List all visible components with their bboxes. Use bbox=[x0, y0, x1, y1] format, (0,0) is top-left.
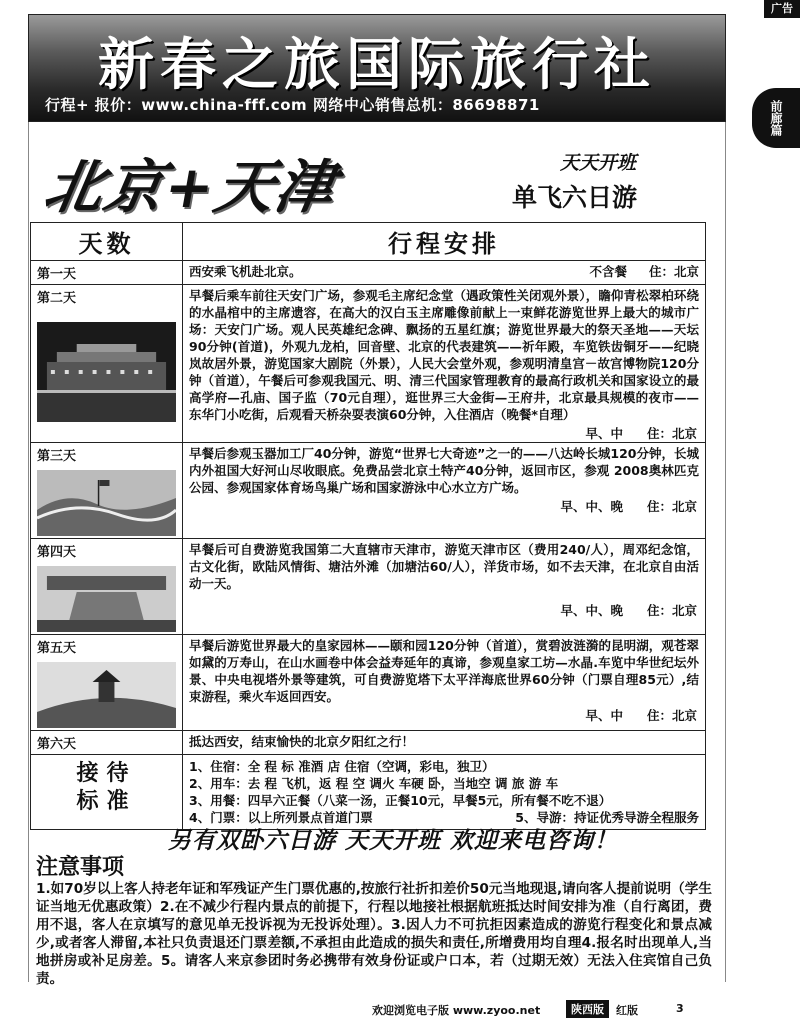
table-row bbox=[31, 539, 706, 635]
day-label: 第五天 bbox=[37, 641, 77, 656]
header-banner bbox=[28, 14, 726, 122]
meal-info: 早、中 bbox=[585, 426, 623, 441]
standard-guide: 5、导游：持证优秀导游全程服务 bbox=[515, 810, 699, 825]
day-desc: 早餐后可自费游览我国第二大直辖市天津市，游览天津市区（费用240/人），周邓纪念馆，古文化街，欧陆风情街、塘沽外滩（加塘沽60/人），洋货市场，如不去天津，在北京自由活动一天。 bbox=[189, 542, 699, 591]
standards-label: 接待标准 bbox=[76, 760, 137, 814]
stay-info: 住：北京 bbox=[646, 499, 697, 514]
standard-item bbox=[183, 792, 705, 809]
footer-region: 陕西版 bbox=[566, 1000, 609, 1018]
day-meta bbox=[183, 425, 705, 442]
standard-text: 4、门票：以上所列景点首道门票 bbox=[189, 810, 373, 825]
tiananmen-night-photo bbox=[37, 322, 176, 422]
day-desc: 早餐后游览世界最大的皇家园林——颐和园120分钟（首道），赏碧波涟漪的昆明湖，观苍翠如黛的万寿山，在山水画卷中体会益寿延年的真谛，参观皇家工坊—水晶.车览中华世纪坛外景、中央电视塔外景等建筑，可自费游览塔下太平洋海底世界60分钟（门票自理85元）,结束游程，乘火车返回西安。 bbox=[189, 638, 699, 704]
standard-item bbox=[183, 758, 705, 775]
day-desc: 抵达西安，结束愉快的北京夕阳红之行！ bbox=[189, 734, 415, 749]
col-header-plan: 行程安排 bbox=[183, 223, 706, 261]
daily-departure: 天天开班 bbox=[560, 152, 637, 174]
table-row bbox=[31, 261, 706, 285]
table-row bbox=[31, 443, 706, 539]
standard-text: 1、住宿：全 程 标 准酒 店 住宿（空调，彩电，独卫） bbox=[189, 759, 495, 774]
day-label: 第一天 bbox=[37, 267, 77, 282]
meal-info: 早、中、晚 bbox=[560, 499, 623, 514]
meal-info: 不含餐 bbox=[589, 264, 627, 279]
great-wall-photo bbox=[37, 470, 176, 536]
stay-info: 住：北京 bbox=[648, 264, 699, 279]
col-header-days: 天数 bbox=[31, 223, 183, 261]
day-meta bbox=[183, 498, 705, 515]
day-desc bbox=[183, 261, 705, 282]
day-label: 第四天 bbox=[37, 545, 77, 560]
agency-name: 新春之旅国际旅行社 bbox=[98, 33, 656, 98]
table-row-standards bbox=[31, 755, 706, 830]
day-desc-text: 西安乘飞机赴北京。 bbox=[189, 264, 302, 279]
table-header bbox=[31, 223, 706, 261]
table-row bbox=[31, 635, 706, 731]
meal-info: 早、中 bbox=[585, 708, 623, 723]
footer-site: 欢迎浏览电子版 www.zyoo.net bbox=[372, 1004, 541, 1017]
contact-line: 行程+ 报价：www.china-fff.com 网络中心销售总机：86698871 bbox=[45, 96, 540, 114]
footer-edition: 红版 bbox=[616, 1004, 638, 1017]
stay-info: 住：北京 bbox=[646, 708, 697, 723]
ad-tag: 广告 bbox=[764, 0, 800, 18]
page-number: 3 bbox=[676, 1002, 684, 1015]
promo-line: 另有双卧六日游 天天开班 欢迎来电咨询！ bbox=[168, 828, 619, 854]
notes-title: 注意事项 bbox=[36, 855, 125, 880]
day-label: 第二天 bbox=[37, 291, 77, 306]
summer-palace-photo bbox=[37, 662, 176, 728]
meal-info: 早、中、晚 bbox=[560, 603, 623, 618]
tianjin-monument-photo bbox=[37, 566, 176, 632]
stay-info: 住：北京 bbox=[646, 426, 697, 441]
section-tab: 前廊篇 bbox=[752, 88, 800, 148]
day-meta bbox=[183, 594, 705, 619]
day-desc: 早餐后参观玉器加工厂40分钟，游览“世界七大奇迹”之一的——八达岭长城120分钟，长城内外祖国大好河山尽收眼底。免费品尝北京土特产40分钟，返回市区，参观 2008奥林匹克公园、参观国家体育场鸟巢广场和国家游泳中心水立方广场。 bbox=[189, 446, 699, 495]
tour-name: 单飞六日游 bbox=[512, 183, 638, 212]
notes-text: 1.如70岁以上客人持老年证和军残证产生门票优惠的,按旅行社折扣差价50元当地现退,请向客人提前说明（学生证当地无优惠政策）2.在不减少行程内景点的前提下，行程以地接社根据航班抵达时间安排为准（自行离团，费用不退，客人在京填写的意见单无投诉视为无投诉处理）。3.因人力不可抗拒因素造成的游览行程变化和景点减少,或者客人滞留,本社只负责退还门票差额,不承担由此造成的损失和责任,所增费用均自理4.报名时出现单人,当地拼房或补足房差。5。请客人来京参团时务必携带有效身份证或户口本，若（过期无效）无法入住宾馆自己负责。 bbox=[36, 881, 712, 987]
table-row bbox=[31, 285, 706, 443]
day-desc: 早餐后乘车前往天安门广场，参观毛主席纪念堂（遇政策性关闭观外景），瞻仰青松翠柏环绕的水晶棺中的主席遗容，在高大的汉白玉主席雕像前献上一束鲜花游览世界上最大的城市广场：天安门广场。观人民英雄纪念碑、飘扬的五星红旗；游览世界最大的祭天圣地——天坛90分钟(首道)，外观九龙柏，回音壁、北京的代表建筑——祈年殿，车览铁齿铜牙——纪晓岚故居外景，游览国家大剧院（外景），人民大会堂外观，参观明清皇宫－故宫博物院120分钟（首道），午餐后可参观我国元、明、清三代国家管理教育的最高行政机关和国家设立的最高学府—孔庙、国子监（70元自理），逛世界三大金街—王府井，北京最具规模的夜市——东华门小吃街，后观看天桥杂耍表演60分钟，入住酒店（晚餐*自理） bbox=[189, 288, 699, 422]
day-meta bbox=[183, 707, 705, 724]
stay-info: 住：北京 bbox=[646, 603, 697, 618]
route-title: 北京+天津 bbox=[39, 153, 342, 221]
footer bbox=[0, 1000, 800, 1018]
standard-item bbox=[183, 775, 705, 792]
itinerary-table bbox=[30, 222, 706, 830]
table-row bbox=[31, 731, 706, 755]
day-label: 第三天 bbox=[37, 449, 77, 464]
day-label: 第六天 bbox=[37, 737, 77, 752]
standard-text: 2、用车：去 程 飞机，返 程 空 调火 车硬 卧，当地空 调 旅 游 车 bbox=[189, 776, 559, 791]
standard-text: 3、用餐：四早六正餐（八菜一汤，正餐10元，早餐5元，所有餐不吃不退） bbox=[189, 793, 612, 808]
